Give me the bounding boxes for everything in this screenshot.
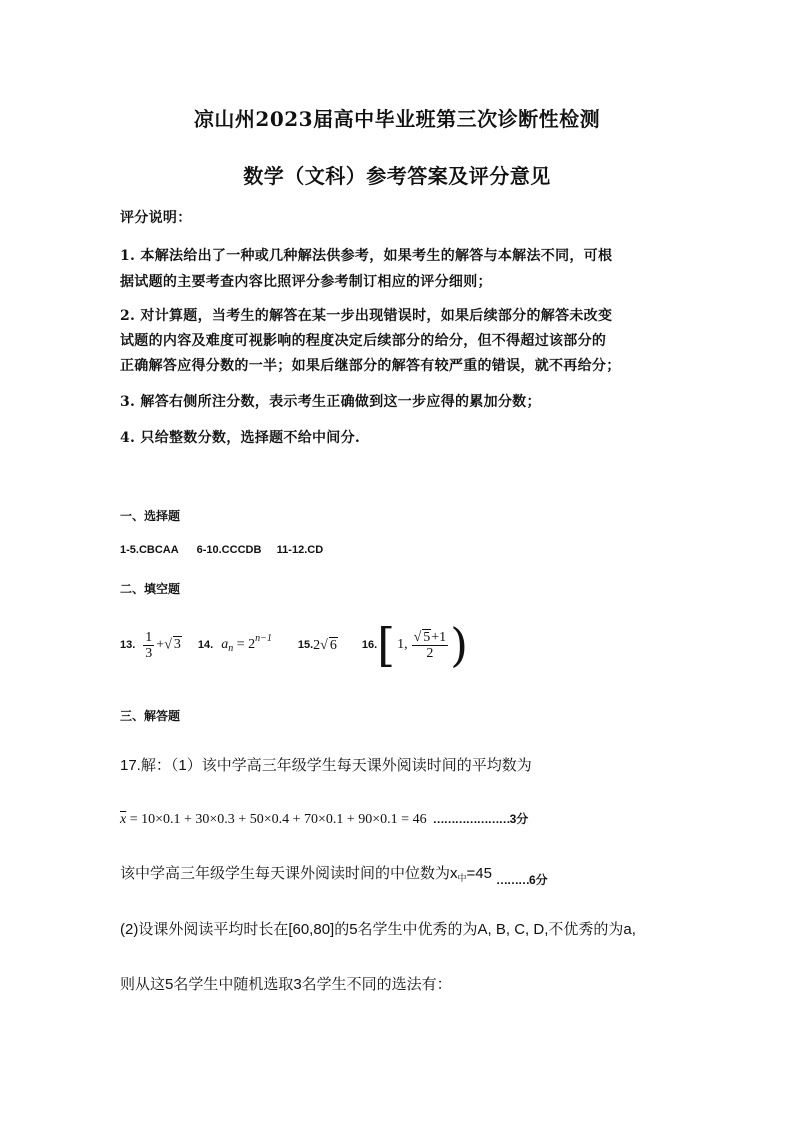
q16-answer — [377, 618, 469, 672]
q13-denominator: 3 — [145, 645, 153, 661]
q16-radicand: 5 — [423, 630, 431, 645]
mean-variable: $\overline{x}$ — [120, 812, 127, 827]
notes-heading: 评分说明： — [120, 210, 192, 226]
q14-eq: = 2 — [233, 637, 256, 652]
q13-answer — [141, 630, 182, 661]
document-subtitle: 数学（文科）参考答案及评分意见 — [243, 164, 551, 188]
note-1-line-2: 据试题的主要考查内容比照评分参考制订相应的评分细则； — [120, 274, 492, 290]
q13-plus: + — [156, 637, 165, 653]
q16-numerator-tail: +1 — [431, 630, 447, 645]
q14-answer — [221, 633, 272, 654]
median-dots: ……… — [495, 873, 529, 887]
choice-answers: 1-5.CBCAA 6-10.CCCDB 11-12.CD — [120, 544, 324, 556]
q16-first: 1, — [397, 637, 408, 652]
median-text: 该中学高三年级学生每天课外阅读时间的中位数为x — [120, 865, 458, 882]
q17-intro: 17.解：（1）该中学高三年级学生每天课外阅读时间的平均数为 — [120, 757, 532, 774]
mean-expression: = 10×0.1 + 30×0.3 + 50×0.4 + 70×0.1 + 90×0.1 = 46 — [126, 812, 427, 827]
q17-part-2-next: 则从这5名学生中随机选取3名学生不同的选法有： — [120, 976, 452, 993]
q16-numerator — [412, 629, 449, 646]
q16-close-bracket: ) — [450, 618, 469, 672]
median-subscript: 中 — [457, 873, 467, 883]
section-3-heading: 三、解答题 — [120, 709, 181, 723]
q14-lhs: a — [221, 637, 229, 652]
q14-label: 14. — [197, 639, 214, 651]
q14-exponent: n−1 — [255, 633, 272, 644]
q15-coefficient: 2 — [313, 637, 321, 653]
q14-subscript: n — [228, 643, 234, 654]
note-2-line-2: 试题的内容及难度可视影响的程度决定后续部分的给分，但不得超过该部分的 — [120, 333, 607, 349]
q16-open-bracket: [ — [377, 618, 396, 672]
q13-radicand: 3 — [173, 637, 181, 653]
q16-root-sign: √ — [413, 630, 422, 645]
note-4: 4. 只给整数分数，选择题不给中间分. — [120, 430, 361, 446]
q13-label: 13. — [120, 639, 136, 651]
document-title: 凉山州2023届高中毕业班第三次诊断性检测 — [193, 107, 601, 131]
mean-score: 3分 — [509, 812, 529, 826]
section-2-heading: 二、填空题 — [120, 582, 181, 596]
q15-label: 15. — [297, 639, 314, 651]
note-1-line-1: 1. 本解法给出了一种或几种解法供参考，如果考生的解答与本解法不同，可根 — [120, 248, 613, 264]
note-2-line-3: 正确解答应得分数的一半；如果后继部分的解答有较严重的错误，就不再给分； — [120, 358, 621, 374]
q16-label: 16. — [361, 639, 378, 651]
fill-in-answers — [120, 618, 469, 672]
mean-formula — [120, 810, 528, 828]
q13-numerator: 1 — [145, 629, 153, 645]
median-value: =45 — [466, 865, 492, 882]
median-line — [120, 862, 548, 887]
q15-answer — [313, 637, 338, 654]
q16-fraction — [412, 629, 449, 661]
q13-root-sign: √ — [164, 637, 172, 653]
median-score: 6分 — [528, 873, 548, 887]
note-2-line-1: 2. 对计算题，当考生的解答在某一步出现错误时，如果后续部分的解答未改变 — [120, 308, 613, 324]
mean-dots: ………………… — [432, 812, 510, 826]
q17-part-2: (2)设课外阅读平均时长在[60,80]的5名学生中优秀的为A, B, C, D,不优秀的为a, — [120, 921, 636, 938]
q13-fraction — [143, 630, 154, 661]
q15-radicand: 6 — [329, 637, 337, 653]
q16-denominator: 2 — [426, 646, 434, 661]
section-1-heading: 一、选择题 — [120, 509, 181, 523]
note-3: 3. 解答右侧所注分数，表示考生正确做到这一步应得的累加分数； — [120, 394, 541, 410]
q15-root-sign: √ — [320, 637, 328, 653]
